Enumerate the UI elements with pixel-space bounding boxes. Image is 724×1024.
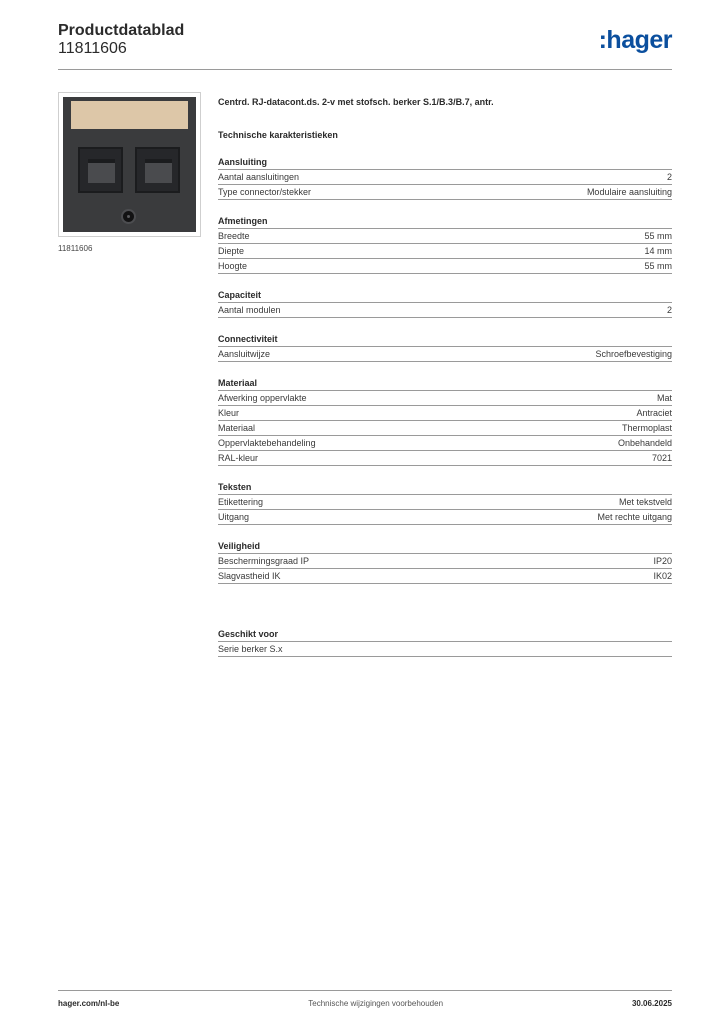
- spec-row: [218, 554, 672, 569]
- spec-label: Etikettering: [218, 497, 264, 507]
- geschikt-section: [218, 628, 672, 657]
- product-image: [58, 92, 201, 237]
- spec-label: Breedte: [218, 231, 250, 241]
- section-title: Teksten: [218, 481, 672, 495]
- geschikt-title: Geschikt voor: [218, 628, 672, 642]
- spec-row: [218, 436, 672, 451]
- spec-value: IP20: [653, 556, 672, 566]
- label-field: [71, 101, 188, 129]
- spec-value: Antraciet: [636, 408, 672, 418]
- spec-label: Slagvastheid IK: [218, 571, 281, 581]
- spec-label: RAL-kleur: [218, 453, 259, 463]
- spec-section: [218, 377, 672, 466]
- spec-value: Schroefbevestiging: [595, 349, 672, 359]
- spec-value: 55 mm: [644, 231, 672, 241]
- spec-label: Afwerking oppervlakte: [218, 393, 307, 403]
- spec-value: Thermoplast: [621, 423, 672, 433]
- spec-section: [218, 215, 672, 274]
- spec-label: Aantal modulen: [218, 305, 281, 315]
- spec-row: [218, 569, 672, 584]
- spec-value: Met tekstveld: [618, 497, 672, 507]
- spec-value: 7021: [651, 453, 672, 463]
- spec-row: [218, 495, 672, 510]
- footer-notice: Technische wijzigingen voorbehouden: [308, 999, 444, 1008]
- spec-value: 14 mm: [644, 246, 672, 256]
- section-title: Capaciteit: [218, 289, 672, 303]
- spec-value: Onbehandeld: [617, 438, 672, 448]
- spec-row: [218, 406, 672, 421]
- spec-label: Beschermingsgraad IP: [218, 556, 310, 566]
- spec-label: Oppervlaktebehandeling: [218, 438, 316, 448]
- spec-label: Type connector/stekker: [218, 187, 312, 197]
- page-footer: [58, 990, 672, 1008]
- spec-row: [218, 185, 672, 200]
- spec-section: [218, 540, 672, 584]
- page-header: [58, 22, 672, 70]
- spec-row: [218, 347, 672, 362]
- section-title: Materiaal: [218, 377, 672, 391]
- spec-row: [218, 451, 672, 466]
- image-caption: 11811606: [58, 244, 93, 253]
- spec-label: Uitgang: [218, 512, 250, 522]
- section-title: Connectiviteit: [218, 333, 672, 347]
- spec-row: [218, 259, 672, 274]
- spec-sections: [218, 156, 672, 584]
- spec-value: 2: [666, 172, 672, 182]
- hager-logo: :hager: [598, 26, 672, 54]
- spec-section: [218, 289, 672, 318]
- spec-value: 2: [666, 305, 672, 315]
- spec-section: [218, 481, 672, 525]
- footer-date: 30.06.2025: [631, 999, 672, 1008]
- spec-value: Met rechte uitgang: [597, 512, 672, 522]
- spec-row: [218, 510, 672, 525]
- rj-socket-right: [135, 147, 180, 193]
- page-title: Productdatablad: [58, 22, 185, 39]
- cover-plate: [63, 97, 196, 232]
- product-details: [218, 96, 672, 657]
- spec-label: Kleur: [218, 408, 240, 418]
- spec-value: Modulaire aansluiting: [586, 187, 672, 197]
- spec-label: Aantal aansluitingen: [218, 172, 300, 182]
- rj-socket-left: [78, 147, 123, 193]
- spec-value: IK02: [653, 571, 672, 581]
- screw-icon: [121, 209, 136, 224]
- article-number: 11811606: [58, 40, 127, 57]
- spec-row: [218, 391, 672, 406]
- spec-label: Hoogte: [218, 261, 248, 271]
- spec-row: [218, 170, 672, 185]
- spec-row: [218, 421, 672, 436]
- geschikt-row: [218, 642, 672, 657]
- spec-row: [218, 303, 672, 318]
- geschikt-item: Serie berker S.x: [218, 644, 283, 654]
- section-title: Aansluiting: [218, 156, 672, 170]
- section-title: Veiligheid: [218, 540, 672, 554]
- spec-section: [218, 156, 672, 200]
- spec-value: Mat: [656, 393, 672, 403]
- spec-value: 55 mm: [644, 261, 672, 271]
- spec-label: Diepte: [218, 246, 245, 256]
- tech-heading: Technische karakteristieken: [218, 130, 338, 140]
- spec-label: Aansluitwijze: [218, 349, 271, 359]
- spec-row: [218, 229, 672, 244]
- spec-label: Materiaal: [218, 423, 256, 433]
- section-title: Afmetingen: [218, 215, 672, 229]
- spec-row: [218, 244, 672, 259]
- spec-section: [218, 333, 672, 362]
- product-description: Centrd. RJ-datacont.ds. 2-v met stofsch. berker S.1/B.3/B.7, antr.: [218, 97, 494, 107]
- footer-website[interactable]: hager.com/nl-be: [58, 999, 120, 1008]
